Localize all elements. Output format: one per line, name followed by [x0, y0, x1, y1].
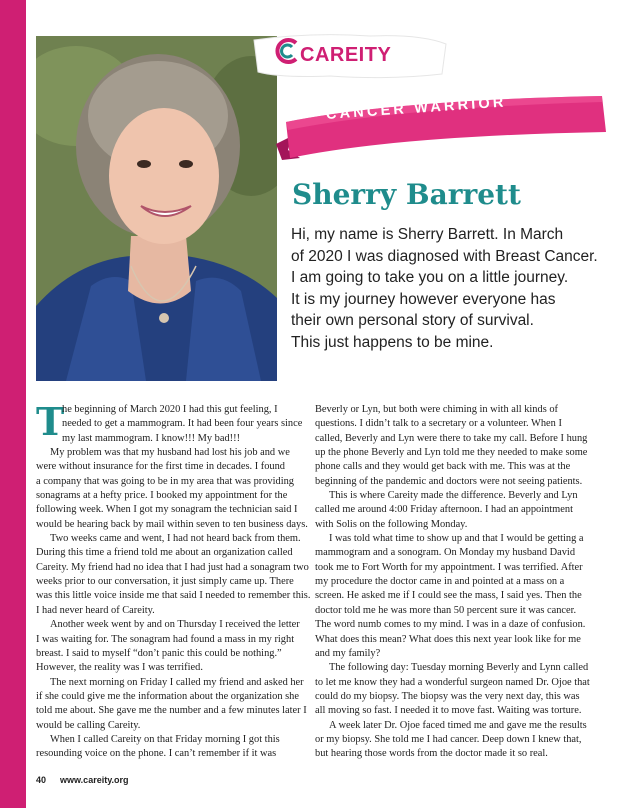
body-line: doctor told me he was more than 50 percent sure it was cancer. — [315, 604, 577, 616]
body-line: This is where Careity made the difference. Beverly and Lyn — [329, 490, 578, 502]
body-line: I was told what time to show up and that I would be getting a — [329, 533, 584, 545]
body-line: needed to get a mammogram. It had been four years since — [62, 418, 303, 430]
body-line: with Solis on the following Monday. — [315, 518, 468, 530]
body-line: I had never heard of Careity. — [36, 604, 155, 616]
body-column-right — [315, 403, 590, 762]
body-line: to let me know they had a wonderful surgeon named Dr. Ojoe that — [315, 676, 590, 688]
body-line: sonagrams at a hefty price. I booked my appointment for the — [36, 490, 288, 502]
body-line: mammogram and a sonogram. On Monday my husband David — [315, 547, 576, 559]
body-line: screen. He asked me if I could see the mass, I said yes. Then the — [315, 590, 582, 602]
body-line: was this little voice inside me that said I needed to remember this. — [36, 590, 311, 602]
body-line: or my biopsy. She told me I had cancer. Deep down I knew that, — [315, 733, 582, 745]
body-line: breast. I said to myself “don’t panic this could be nothing.” — [36, 647, 282, 659]
body-line: called, Beverly and Lyn were there to take my call. Before I hung — [315, 432, 588, 444]
body-line: up the phone Beverly and Lyn told me they needed to make some — [315, 447, 588, 459]
body-line: What does this mean? What does this next year look like for me — [315, 633, 581, 645]
body-line: When I called Careity on that Friday morning I got this — [50, 733, 280, 745]
body-line: and my family? — [315, 647, 381, 659]
body-line: but hearing those words from the doctor made it so real. — [315, 748, 548, 760]
page-footer — [36, 775, 129, 785]
body-line: Another week went by and on Thursday I received the letter — [50, 619, 300, 631]
body-line: my last mammogram. I know!!! My bad!!! — [62, 432, 241, 444]
body-line: However, the reality was I was terrified. — [36, 662, 203, 674]
intro-line: Hi, my name is Sherry Barrett. In March — [291, 226, 564, 243]
body-line: During this time a friend told me about an organization called — [36, 547, 293, 559]
body-line: could do my biopsy. The biopsy was the very next day, this was — [315, 690, 580, 702]
intro-paragraph — [291, 224, 598, 354]
body-line: Two weeks came and went, I had not heard back from them. — [50, 533, 301, 545]
body-line: called me around 4:00 Friday afternoon. I had an appointment — [315, 504, 573, 516]
ribbon-label: CANCER WARRIOR — [325, 94, 508, 123]
body-line: were without insurance for the first time in decades. I found — [36, 461, 286, 473]
body-line: The next morning on Friday I called my friend and asked her — [50, 676, 304, 688]
body-line: told me about. She gave me the number and a few minutes later I — [36, 705, 307, 717]
intro-line: It is my journey however everyone has — [291, 290, 556, 308]
portrait-photo — [36, 36, 277, 381]
body-line: Beverly or Lyn, but both were chiming in with all kinds of — [315, 404, 558, 415]
body-line: all moving so fast. I needed it to move fast. Waiting was torture. — [315, 705, 582, 717]
intro-line: This just happens to be mine. — [291, 333, 494, 351]
careity-logo-text: CAREITY — [300, 44, 392, 66]
body-line: phone calls and they would get back with me. This was at the — [315, 461, 571, 473]
intro-line: of 2020 I was diagnosed with Breast Cancer. — [291, 247, 598, 265]
body-line: A week later Dr. Ojoe faced timed me and gave me the results — [329, 719, 587, 731]
intro-line: their own personal story of survival. — [291, 312, 534, 330]
body-line: following week. When I got my sonagram the technician said I — [36, 504, 298, 516]
body-line: would be hearing back by mail within seven to ten business days. — [36, 518, 308, 530]
careity-logo-icon — [274, 37, 302, 65]
body-line: My problem was that my husband had lost his job and we — [50, 447, 290, 459]
body-line: a company that was going to be in my area that was providing — [36, 475, 294, 487]
body-line: he beginning of March 2020 I had this gut feeling, I — [62, 404, 278, 415]
intro-line: I am going to take you on a little journey. — [291, 269, 569, 287]
body-line: resounding voice on the phone. I can’t remember if it was — [36, 748, 277, 760]
body-line: took me to Fort Worth for my appointment. I was terrified. After — [315, 561, 583, 573]
body-line: questions. I didn’t talk to a secretary or a volunteer. When I — [315, 418, 562, 430]
body-line: my procedure the doctor came in and pointed at a mass on a — [315, 576, 565, 588]
body-line: beginning of the pandemic and doctors were not seeing patients. — [315, 475, 583, 487]
body-line: if she could give me the information about the organization she — [36, 690, 299, 702]
body-line: I was waiting for. The sonagram had found a mass in my right — [36, 633, 295, 645]
page-number: 40 — [36, 775, 47, 785]
article-title: Sherry Barrett — [292, 178, 521, 211]
body-line: would be calling Careity. — [36, 719, 141, 731]
body-line: Careity. My friend had no idea that I had just had a sonagram two — [36, 561, 309, 573]
footer-url-link[interactable]: www.careity.org — [60, 775, 129, 785]
body-line: weeks prior to our conversation, it just simply came up. There — [36, 576, 294, 588]
drop-cap: T — [36, 399, 65, 444]
body-column-left — [36, 399, 311, 762]
body-line: The following day: Tuesday morning Beverly and Lynn called — [329, 662, 589, 674]
magenta-spine-bar — [0, 0, 26, 808]
body-line: The word numb comes to my mind. I was in a daze of confusion. — [315, 619, 586, 631]
